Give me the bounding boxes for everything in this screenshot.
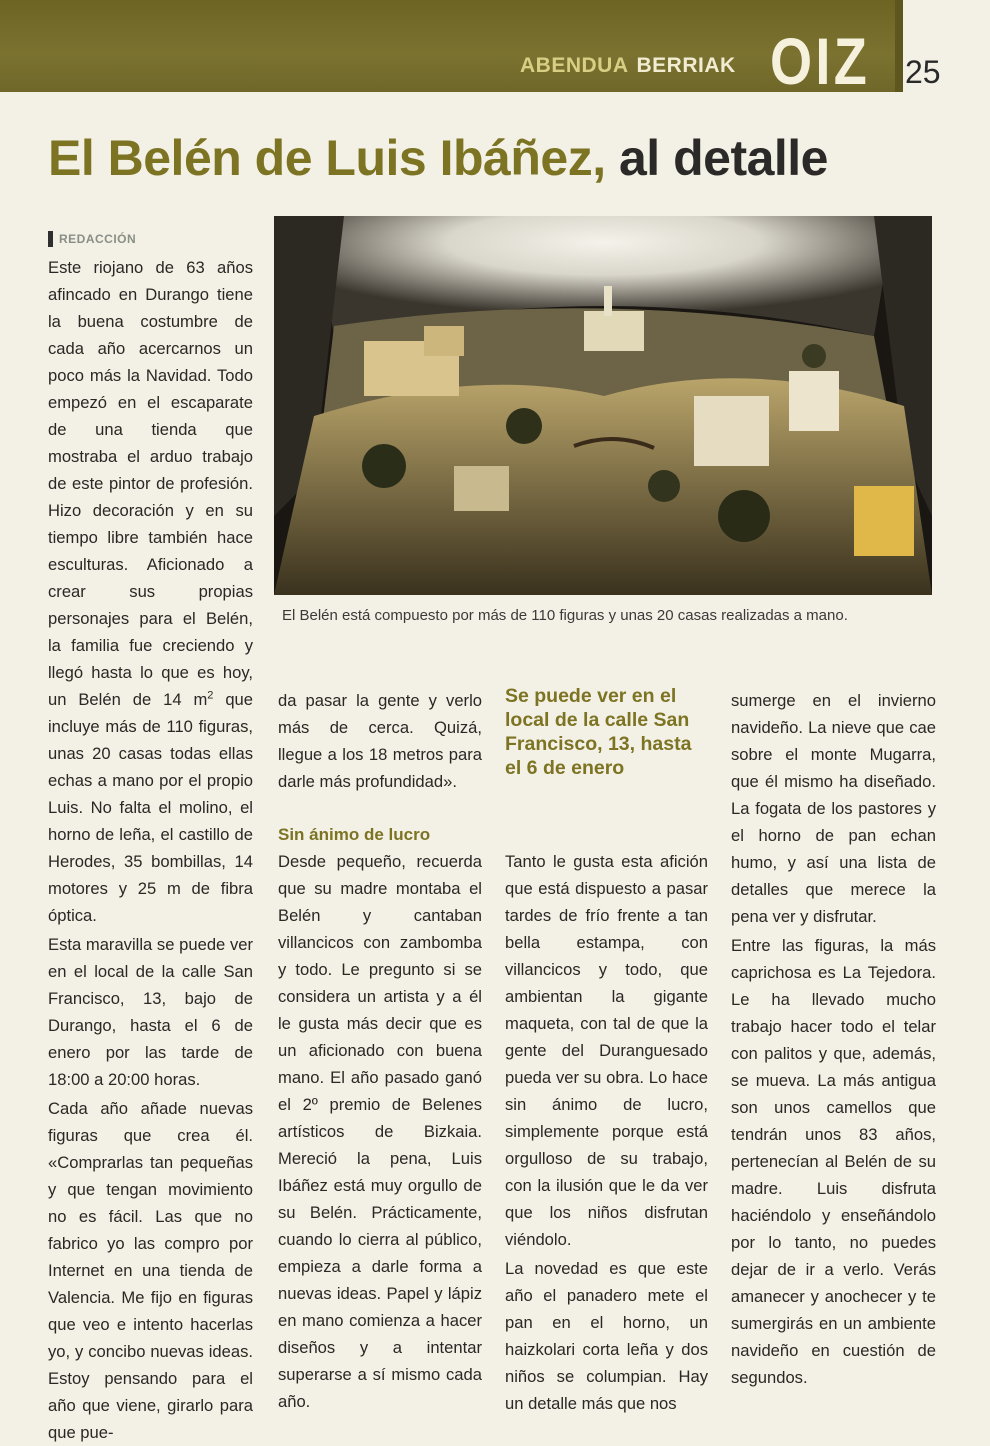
section-label (520, 46, 736, 86)
paragraph: sumerge en el invierno navideño. La nieve que cae sobre el monte Mugarra, que él mismo ha diseñado. La fogata de los pastores y el horno de pan echan humo, y así una lista de detalles que merece la pena ver y disfrutar. (731, 691, 936, 926)
subhead: Sin ánimo de lucro (278, 825, 431, 844)
paragraph: Entre las figuras, la más caprichosa es La Tejedora. Le ha llevado mucho trabajo hacer todo el telar con palitos y que, además, se mueva. La más antigua son unos camellos que tendrán unos 83 años, pertenecían al Belén de su madre. Luis disfruta haciéndolo y enseñándolo por lo tanto, no puedes dejar de ir a verlo. Verás amanecer y anochecer y te sumergirás en un ambiente navideño en cuestión de segundos. (731, 936, 936, 1387)
paragraph: La novedad es que este año el panadero mete el pan en el horno, un haizkolari corta leña y dos niños se columpian. Hay un detalle más que nos (505, 1259, 708, 1413)
paragraph-text: que incluye más de 110 figuras, unas 20 casas todas ellas echas a mano por el propio Luis. No falta el molino, el horno de leña, el castillo de Herodes, 35 bombillas, 14 motores y 25 m de fibra óptica. (48, 690, 254, 925)
byline (48, 231, 136, 247)
header-band-edge (895, 0, 903, 92)
article-column-4 (731, 687, 936, 1391)
paragraph: Esta maravilla se puede ver en el local de la calle San Francisco, 13, bajo de Durango, hasta el 6 de enero por las tarde de 18:00 a 20:00 horas. (48, 935, 253, 1089)
paragraph: Cada año añade nuevas figuras que crea él. «Comprarlas tan pequeñas y que tengan movimiento no es fácil. Las que no fabrico yo las compro por Internet en una tienda de Valencia. Me fijo en figuras que veo e intento hacerlas yo, y concibo nuevas ideas. Estoy pensando para el año que viene, girarlo para que pue- (48, 1099, 253, 1442)
nativity-scene-illustration (274, 216, 932, 595)
paragraph (48, 254, 253, 929)
section-word-month: ABENDUA (520, 54, 629, 77)
article-column-1 (48, 254, 253, 1446)
photo-caption: El Belén está compuesto por más de 110 figuras y unas 20 casas realizadas a mano. (282, 607, 848, 624)
article-headline (48, 128, 948, 188)
page-number: 25 (905, 54, 941, 90)
article-column-3 (505, 848, 708, 1417)
paragraph: da pasar la gente y verlo más de cerca. Quizá, llegue a los 18 metros para darle más profundidad». (278, 691, 482, 791)
pullquote: Se puede ver en el local de la calle San Francisco, 13, hasta el 6 de enero (505, 685, 692, 779)
byline-text: REDACCIÓN (59, 232, 137, 246)
paragraph: Desde pequeño, recuerda que su madre montaba el Belén y cantaban villancicos con zambomba y todo. Le pregunto si se considera un artista y a él le gusta más decir que es un aficionado con buena mano. El año pasado ganó el 2º premio de Belenes artísticos de Bizkaia. Mereció la pena, Luis Ibáñez está muy orgullo de su Belén. Prácticamente, cuando lo cierra al público, empieza a darle forma a nuevas ideas. Papel y lápiz en mano comienza a hacer diseños y a intentar superarse a sí mismo cada año. (278, 852, 482, 1411)
nativity-scene-photo (274, 216, 932, 595)
byline-marker (48, 231, 53, 247)
brand-logo: OIZ (770, 24, 871, 98)
paragraph: Tanto le gusta esta afición que está dispuesto a pasar tardes de frío frente a tan bella estampa, con villancicos y todo, que ambientan la gigante maqueta, con tal de que la gente del Duranguesado pueda ver su obra. Lo hace sin ánimo de lucro, simplemente porque está orgulloso de su trabajo, con la ilusión que le da ver que los niños disfrutan viéndolo. (505, 852, 708, 1249)
paragraph-text: Este riojano de 63 años afincado en Durango tiene la buena costumbre de cada año acercarnos un poco más la Navidad. Todo empezó en el escaparate de una tienda que mostraba el arduo trabajo de este pintor de profesión. Hizo decoración y en su tiempo libre también hace esculturas. Aficionado a crear sus propias personajes para el Belén, la familia fue creciendo y llegó hasta lo que es hoy, un Belén de 14 m (48, 258, 253, 709)
header-band (0, 0, 895, 98)
headline-highlight: El Belén de Luis Ibáñez, (48, 130, 606, 186)
article-column-2 (278, 687, 482, 1415)
superscript: 2 (207, 689, 214, 702)
section-word-news: BERRIAK (636, 54, 736, 77)
headline-rest: al detalle (619, 130, 828, 186)
